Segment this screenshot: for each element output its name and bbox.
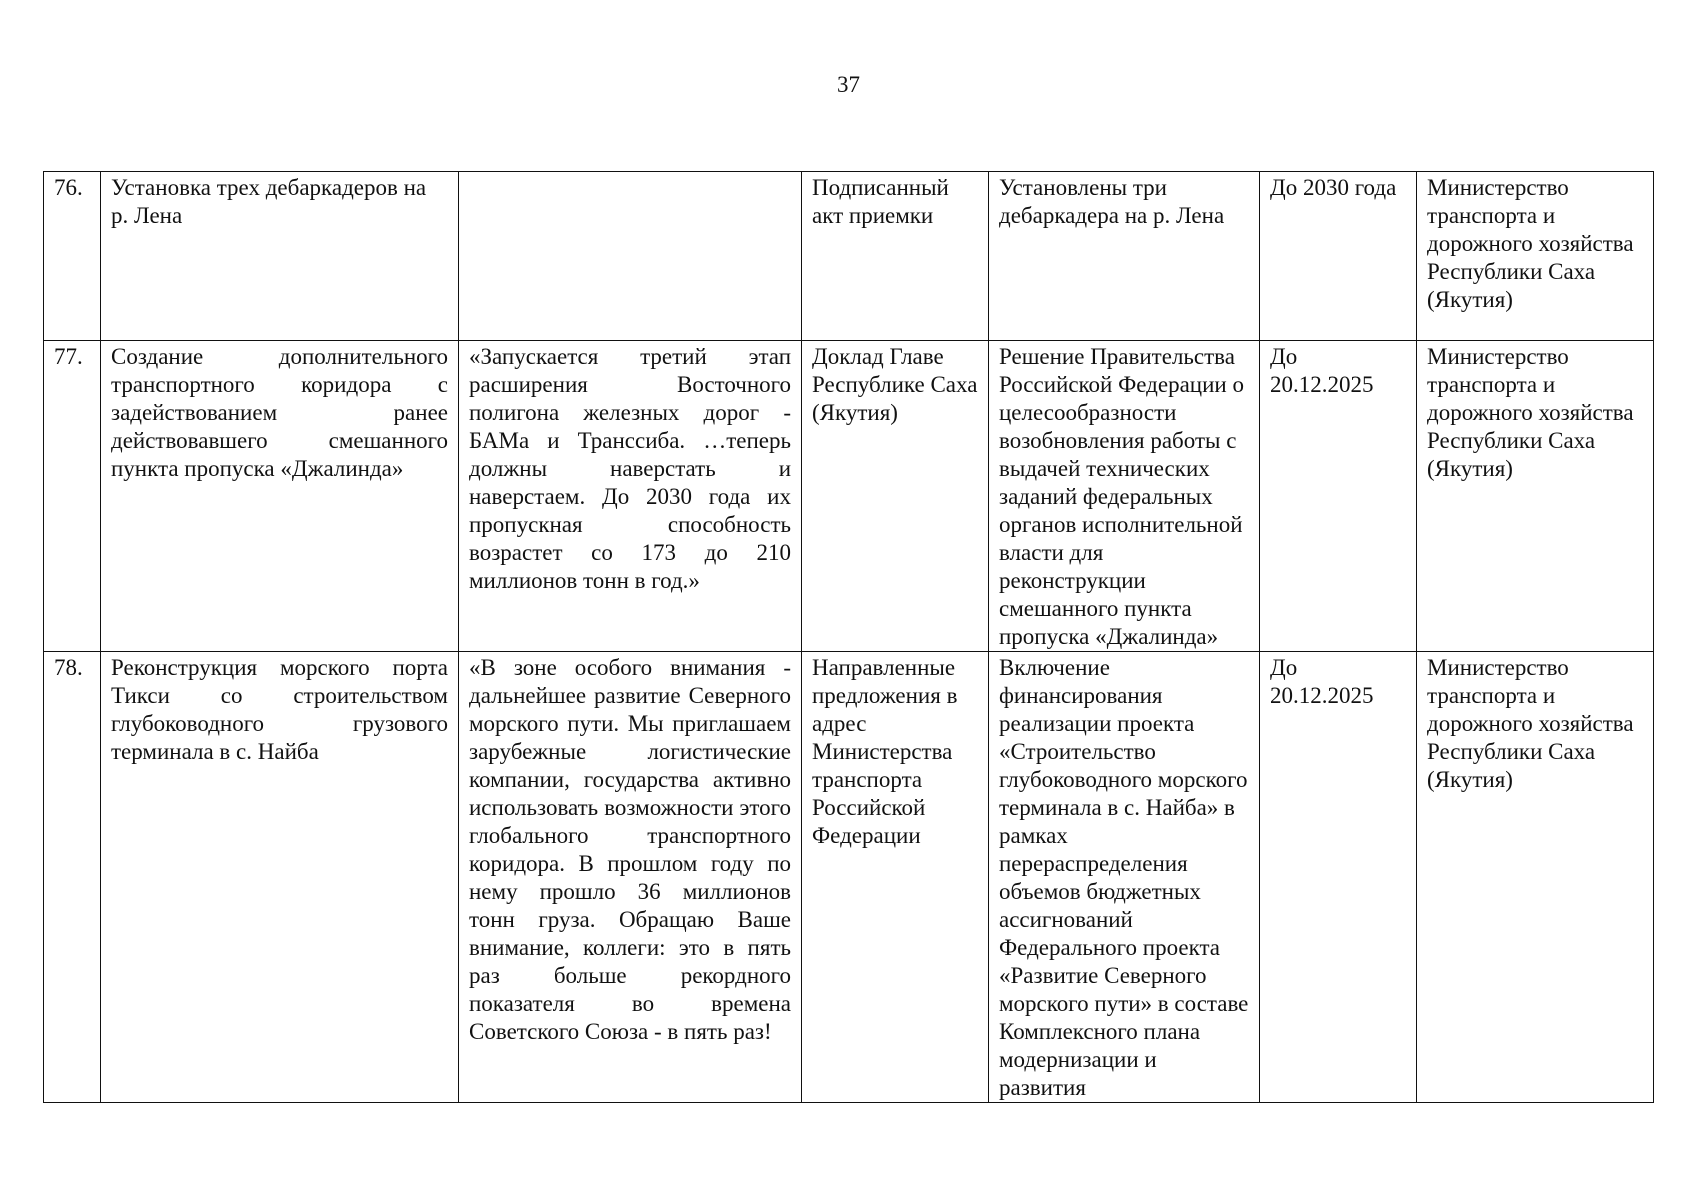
table-row-78 [44, 652, 1654, 1103]
row-number: 78. [44, 652, 101, 1103]
page-number: 37 [837, 72, 860, 97]
row-number: 77. [44, 341, 101, 652]
quote-cell [459, 172, 802, 341]
deadline-cell: До 20.12.2025 [1260, 341, 1417, 652]
document-cell: Доклад Главе Республике Саха (Якутия) [802, 341, 989, 652]
quote-cell: «Запускается третий этап расширения Восточного полигона железных дорог - БАМа и Транссиба. …теперь должны наверстать и наверстаем. До 2030 года их пропускная способность возрастет со 173 до 210 миллионов тонн в год.» [459, 341, 802, 652]
table-row-77 [44, 341, 1654, 652]
result-cell: Включение финансирования реализации проекта «Строительство глубоководного морского терминала в с. Найба» в рамках перераспределения объемов бюджетных ассигнований Федерального проекта «Развитие Северного морского пути» в составе Комплексного плана модернизации и развития [989, 652, 1260, 1103]
quote-cell: «В зоне особого внимания - дальнейшее развитие Северного морского пути. Мы приглашаем зарубежные логистические компании, государства активно использовать возможности этого глобального транспортного коридора. В прошлом году по нему прошло 36 миллионов тонн груза. Обращаю Ваше внимание, коллеги: это в пять раз больше рекордного показателя во времена Советского Союза - в пять раз! [459, 652, 802, 1103]
result-cell: Решение Правительства Российской Федерации о целесообразности возобновления работы с выдачей технических заданий федеральных органов исполнительной власти для реконструкции смешанного пункта пропуска «Джалинда» [989, 341, 1260, 652]
deadline-cell: До 2030 года [1260, 172, 1417, 341]
event-cell: Реконструкция морского порта Тикси со строительством глубоководного грузового терминала в с. Найба [101, 652, 459, 1103]
result-cell: Установлены три дебаркадера на р. Лена [989, 172, 1260, 341]
responsible-cell: Министерство транспорта и дорожного хозяйства Республики Саха (Якутия) [1417, 652, 1654, 1103]
responsible-cell: Министерство транспорта и дорожного хозяйства Республики Саха (Якутия) [1417, 341, 1654, 652]
deadline-cell: До 20.12.2025 [1260, 652, 1417, 1103]
event-cell: Создание дополнительного транспортного коридора с задействованием ранее действовавшего смешанного пункта пропуска «Джалинда» [101, 341, 459, 652]
event-cell: Установка трех дебаркадеров на р. Лена [101, 172, 459, 341]
table-row-76 [44, 172, 1654, 341]
document-cell: Подписанный акт приемки [802, 172, 989, 341]
document-cell: Направленные предложения в адрес Министерства транспорта Российской Федерации [802, 652, 989, 1103]
measures-table [43, 171, 1654, 1103]
responsible-cell: Министерство транспорта и дорожного хозяйства Республики Саха (Якутия) [1417, 172, 1654, 341]
row-number: 76. [44, 172, 101, 341]
